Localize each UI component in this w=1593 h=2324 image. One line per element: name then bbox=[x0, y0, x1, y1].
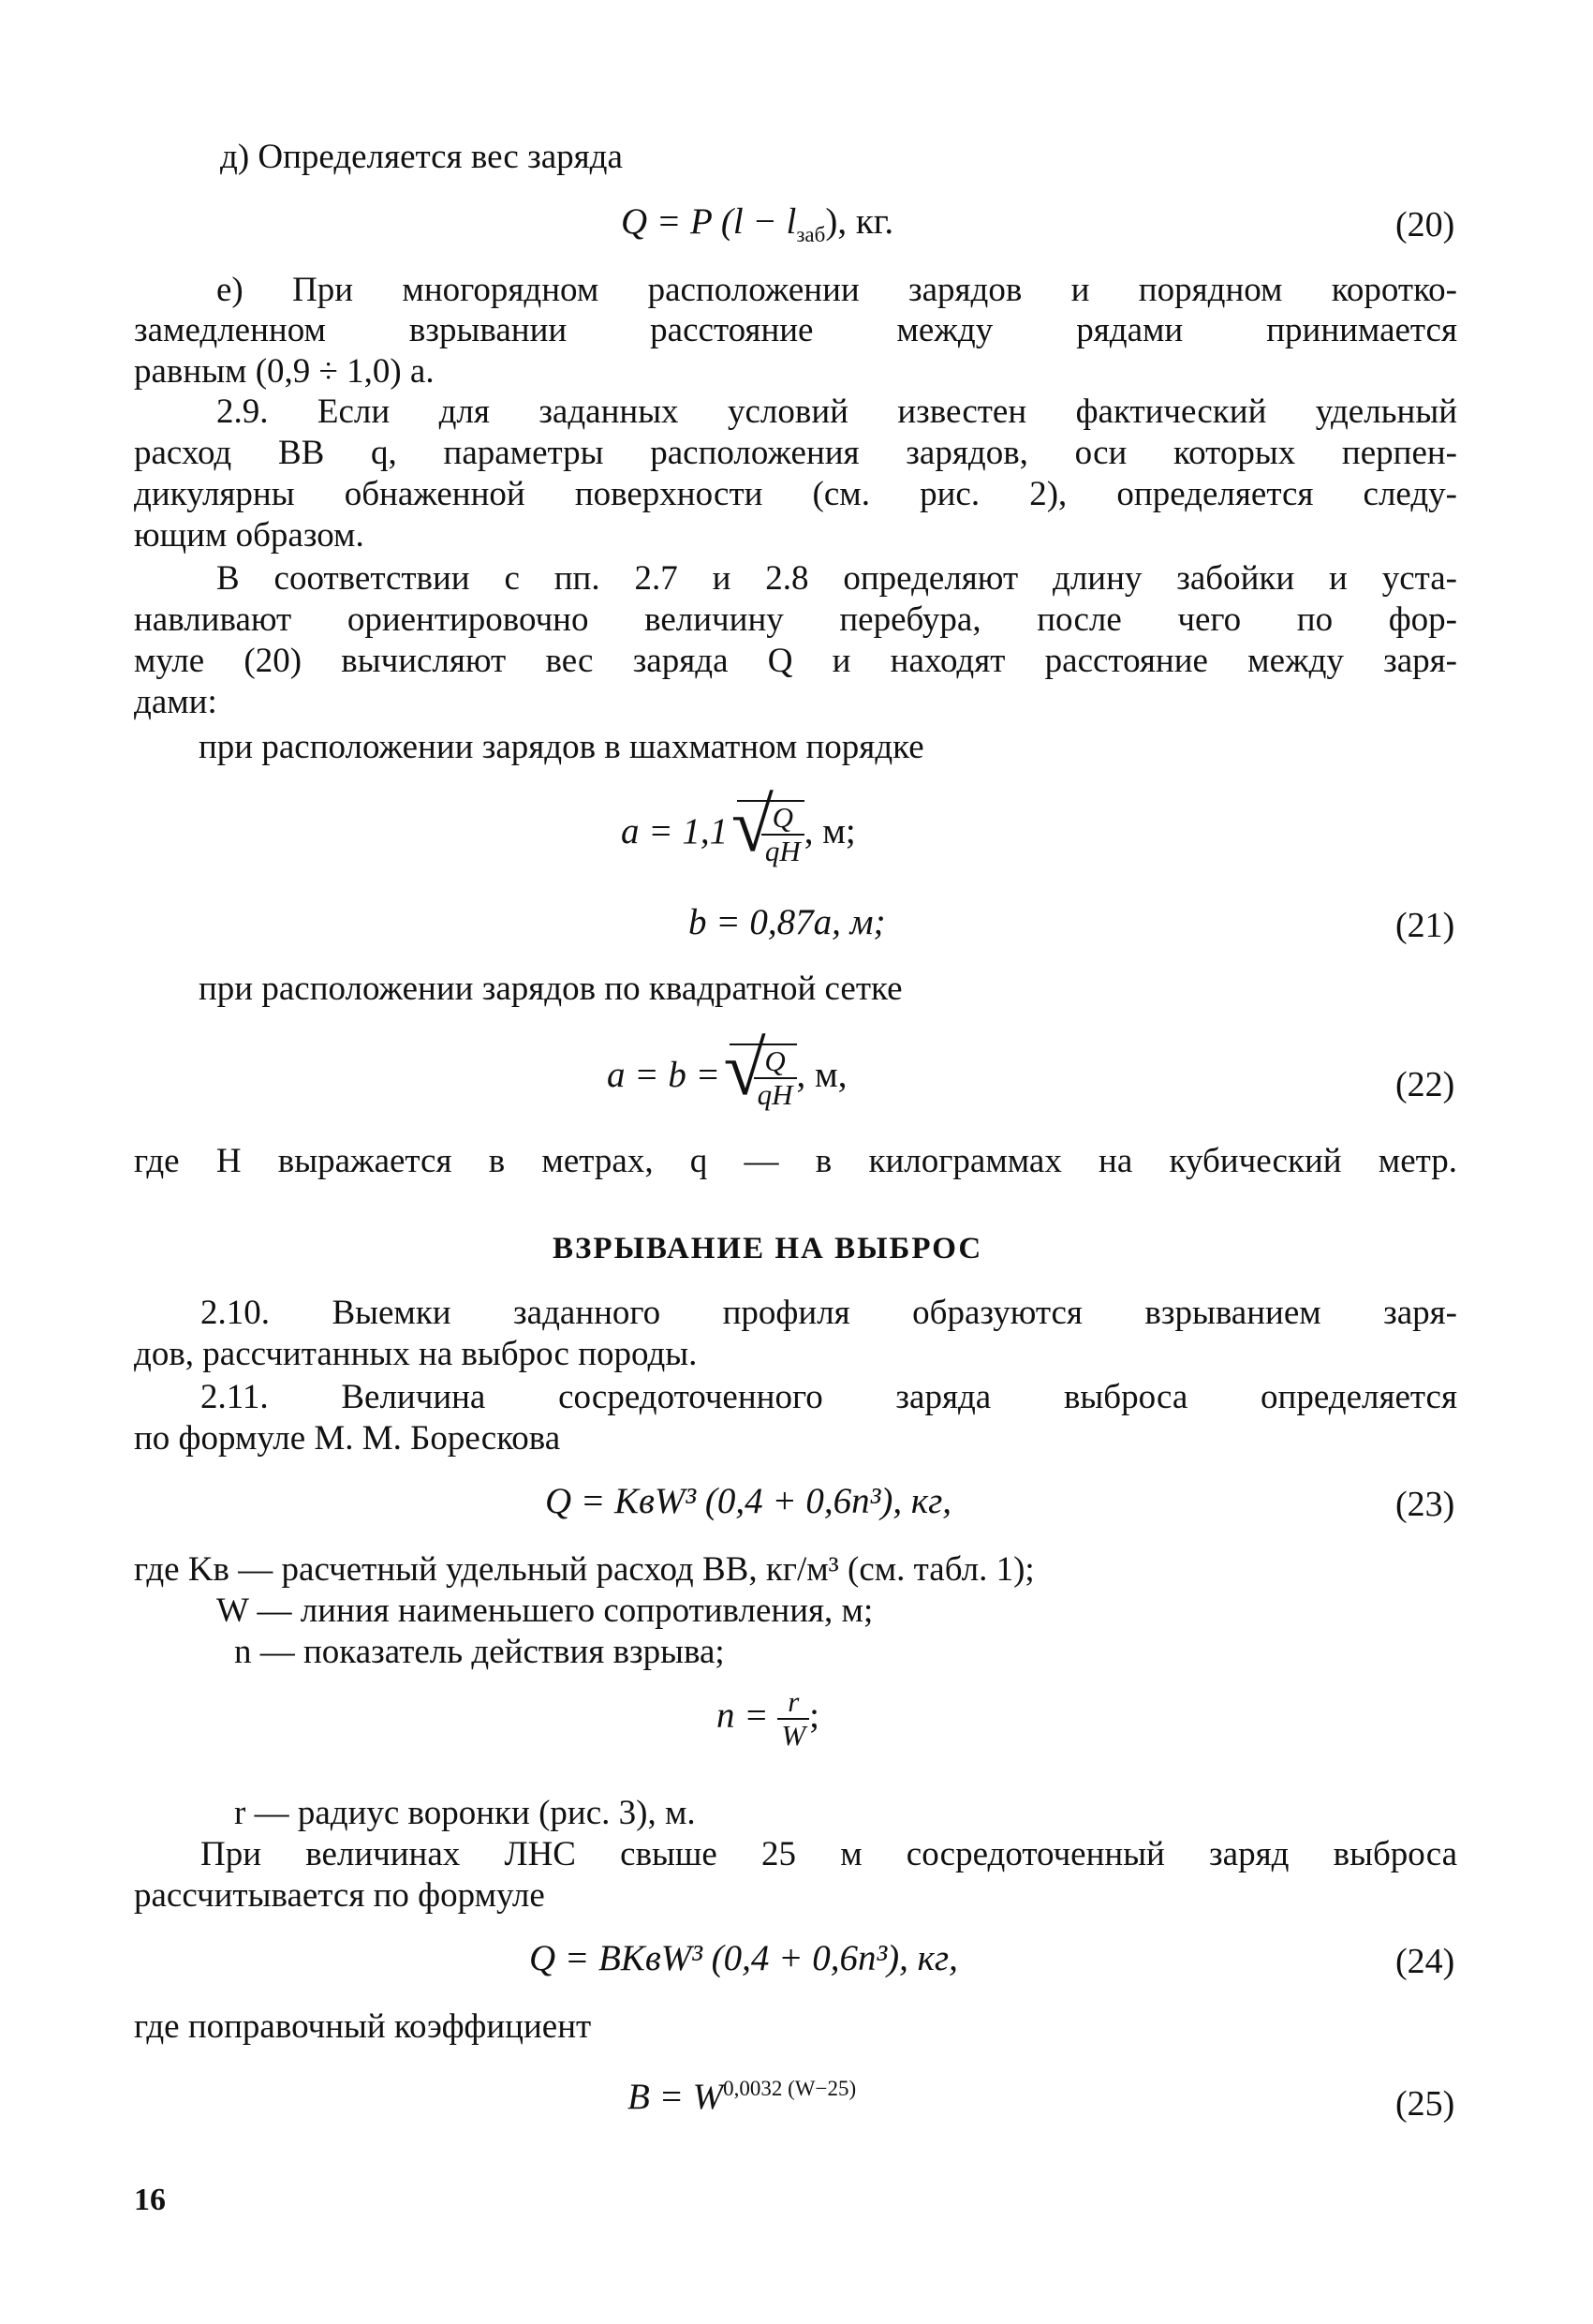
paragraph-2-9-line-3: дикулярны обнаженной поверхности (см. рис. 2), определяется следу- bbox=[134, 475, 1457, 513]
chessboard-caption: при расположении зарядов в шахматном порядке bbox=[199, 728, 924, 766]
equation-number-24: (24) bbox=[1395, 1942, 1455, 1981]
paragraph-e-line-3: равным (0,9 ÷ 1,0) a. bbox=[134, 352, 435, 391]
paragraph-lns-line-1: При величинах ЛНС свыше 25 м сосредоточенный заряд выброса bbox=[200, 1835, 1457, 1873]
correction-coefficient-caption: где поправочный коэффициент bbox=[134, 2007, 592, 2046]
equation-22 bbox=[607, 1026, 848, 1111]
equation-21a bbox=[621, 782, 856, 867]
equation-24: Q = BKвW³ (0,4 + 0,6n³), кг, bbox=[529, 1938, 958, 1978]
eq21a-numerator: Q bbox=[761, 802, 804, 836]
paragraph-d-line: д) Определяется вес заряда bbox=[220, 138, 623, 176]
paragraph-accordance-line-2: навливают ориентировочно величину перебура, после чего по фор- bbox=[134, 600, 1457, 639]
definition-w: W — линия наименьшего сопротивления, м; bbox=[216, 1591, 874, 1630]
paragraph-2-11-line-1: 2.11. Величина сосредоточенного заряда выброса определяется bbox=[200, 1378, 1457, 1416]
paragraph-2-9-line-1: 2.9. Если для заданных условий известен фактический удельный bbox=[216, 392, 1457, 431]
paragraph-2-9-line-2: расход ВВ q, параметры расположения зарядов, оси которых перпен- bbox=[134, 434, 1457, 472]
equation-number-22: (22) bbox=[1395, 1065, 1455, 1104]
definition-r: r — радиус воронки (рис. 3), м. bbox=[234, 1794, 696, 1832]
eq21a-tail: , м; bbox=[804, 810, 856, 851]
paragraph-2-9-line-4: ющим образом. bbox=[134, 516, 364, 555]
eq20-sub: заб bbox=[796, 222, 826, 246]
equation-25 bbox=[627, 2076, 856, 2118]
equation-20 bbox=[621, 200, 893, 247]
eq25-base: B = W bbox=[627, 2077, 724, 2117]
paragraph-e-line-1: е) При многорядном расположении зарядов и порядном коротко- bbox=[216, 271, 1457, 309]
sqrt-sign-22: √ $\frac{Q}{qH}$ bbox=[730, 1044, 797, 1111]
page-number: 16 bbox=[134, 2183, 166, 2217]
eq20-lhs: Q bbox=[621, 201, 648, 242]
equation-number-23: (23) bbox=[1395, 1485, 1455, 1524]
paragraph-2-10-line-2: дов, рассчитанных на выброс породы. bbox=[134, 1335, 698, 1373]
equation-number-25: (25) bbox=[1395, 2084, 1455, 2124]
square-grid-caption: при расположении зарядов по квадратной сетке bbox=[199, 970, 903, 1008]
paragraph-accordance-line-4: дами: bbox=[134, 683, 217, 721]
paragraph-accordance-line-1: В соответствии с пп. 2.7 и 2.8 определяют длину забойки и уста- bbox=[216, 559, 1457, 598]
equation-n bbox=[716, 1686, 819, 1752]
eq22-numerator: Q bbox=[754, 1045, 797, 1079]
eqn-tail: ; bbox=[809, 1695, 819, 1736]
eq21a-denominator: qH bbox=[764, 835, 801, 867]
eq20-tail: ), кг. bbox=[825, 201, 894, 242]
eq22-lhs: a = b = bbox=[607, 1054, 720, 1095]
eq21a-lhs: a = 1,1 bbox=[621, 810, 729, 851]
paragraph-lns-line-2: рассчитывается по формуле bbox=[134, 1876, 545, 1915]
eq22-tail: , м, bbox=[796, 1054, 848, 1095]
paragraph-accordance-line-3: муле (20) вычисляют вес заряда Q и находят расстояние между заря- bbox=[134, 642, 1457, 680]
equation-number-21: (21) bbox=[1395, 906, 1455, 945]
paragraph-e-line-2: замедленном взрывании расстояние между рядами принимается bbox=[134, 311, 1457, 349]
equation-number-20: (20) bbox=[1395, 205, 1455, 244]
section-heading: ВЗРЫВАНИЕ НА ВЫБРОС bbox=[553, 1232, 983, 1266]
paragraph-2-11-line-2: по формуле М. М. Борескова bbox=[134, 1419, 561, 1458]
eqn-numerator: r bbox=[777, 1686, 809, 1720]
equation-23: Q = KвW³ (0,4 + 0,6n³), кг, bbox=[545, 1481, 952, 1521]
units-note: где H выражается в метрах, q — в килограммах на кубический метр. bbox=[134, 1142, 1457, 1180]
eqn-denominator: W bbox=[781, 1719, 806, 1752]
eq20-mid: = P (l − l bbox=[647, 201, 797, 242]
definition-kv: где Kв — расчетный удельный расход ВВ, кг/м³ (см. табл. 1); bbox=[134, 1550, 1035, 1589]
definition-n: n — показатель действия взрыва; bbox=[234, 1633, 725, 1671]
paragraph-2-10-line-1: 2.10. Выемки заданного профиля образуются взрыванием заря- bbox=[200, 1294, 1457, 1332]
equation-21b: b = 0,87a, м; bbox=[688, 902, 886, 942]
eq22-denominator: qH bbox=[757, 1078, 793, 1111]
sqrt-sign-21: √ $\frac{Q}{qH}$ bbox=[737, 800, 804, 867]
eqn-lhs: n = bbox=[716, 1695, 769, 1736]
eq25-exponent: 0,0032 (W−25) bbox=[723, 2077, 857, 2100]
